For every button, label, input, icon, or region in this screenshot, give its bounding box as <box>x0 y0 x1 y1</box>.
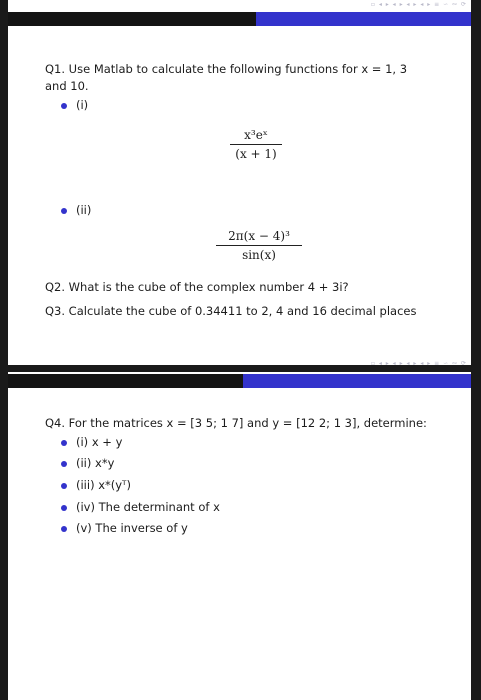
header-bar-dark <box>8 12 256 26</box>
slide-1 <box>8 0 471 365</box>
bullet-icon <box>61 505 67 511</box>
list-item <box>61 520 188 537</box>
item-ii-label: (ii) <box>76 203 92 217</box>
formula-1 <box>230 128 282 161</box>
formula-2-denominator: sin(x) <box>242 248 276 262</box>
header-bar-blue <box>256 12 471 26</box>
list-item <box>61 477 131 494</box>
slide-2 <box>8 360 471 700</box>
list-item <box>61 434 122 451</box>
slide-header-bar <box>8 12 471 26</box>
list-item-label: (v) The inverse of y <box>76 521 188 535</box>
header-bar-dark <box>8 374 243 388</box>
bullet-icon <box>61 103 67 109</box>
question-2: Q2. What is the cube of the complex number 4 + 3i? <box>45 280 349 294</box>
list-item <box>61 499 220 516</box>
question-4: Q4. For the matrices x = [3 5; 1 7] and y = [12 2; 1 3], determine: <box>45 416 427 430</box>
fraction-bar <box>216 245 302 246</box>
list-item-label: (ii) x*y <box>76 456 115 470</box>
fraction-bar <box>230 144 282 145</box>
list-item-label: (iv) The determinant of x <box>76 500 220 514</box>
formula-2-numerator: 2π(x − 4)³ <box>228 229 290 243</box>
bullet-icon <box>61 461 67 467</box>
list-item <box>61 455 114 472</box>
bullet-icon <box>61 440 67 446</box>
question-3: Q3. Calculate the cube of 0.34411 to 2, 4 and 16 decimal places <box>45 304 417 318</box>
list-item-label: (i) x + y <box>76 435 123 449</box>
formula-1-numerator: x³eˣ <box>244 128 268 142</box>
formula-2 <box>216 229 302 262</box>
beamer-nav-controls[interactable]: ▫ ◂ ▸ ◂ ▸ ◂ ▸ ◂ ▸ ≡ ∽ ∾ ⟳ <box>370 360 467 367</box>
bullet-icon <box>61 526 67 532</box>
question-1-line-2: and 10. <box>45 79 89 93</box>
formula-1-denominator: (x + 1) <box>235 147 277 161</box>
bullet-icon <box>61 208 67 214</box>
item-i <box>61 97 88 114</box>
list-item-label: (iii) x*(yᵀ) <box>76 478 131 492</box>
slide-header-bar <box>8 374 471 388</box>
beamer-nav-controls[interactable]: ▫ ◂ ▸ ◂ ▸ ◂ ▸ ◂ ▸ ≡ ∽ ∾ ⟳ <box>370 1 467 8</box>
question-1-line-1: Q1. Use Matlab to calculate the following functions for x = 1, 3 <box>45 62 408 76</box>
item-ii <box>61 202 91 219</box>
item-i-label: (i) <box>76 98 89 112</box>
bullet-icon <box>61 483 67 489</box>
header-bar-blue <box>243 374 471 388</box>
